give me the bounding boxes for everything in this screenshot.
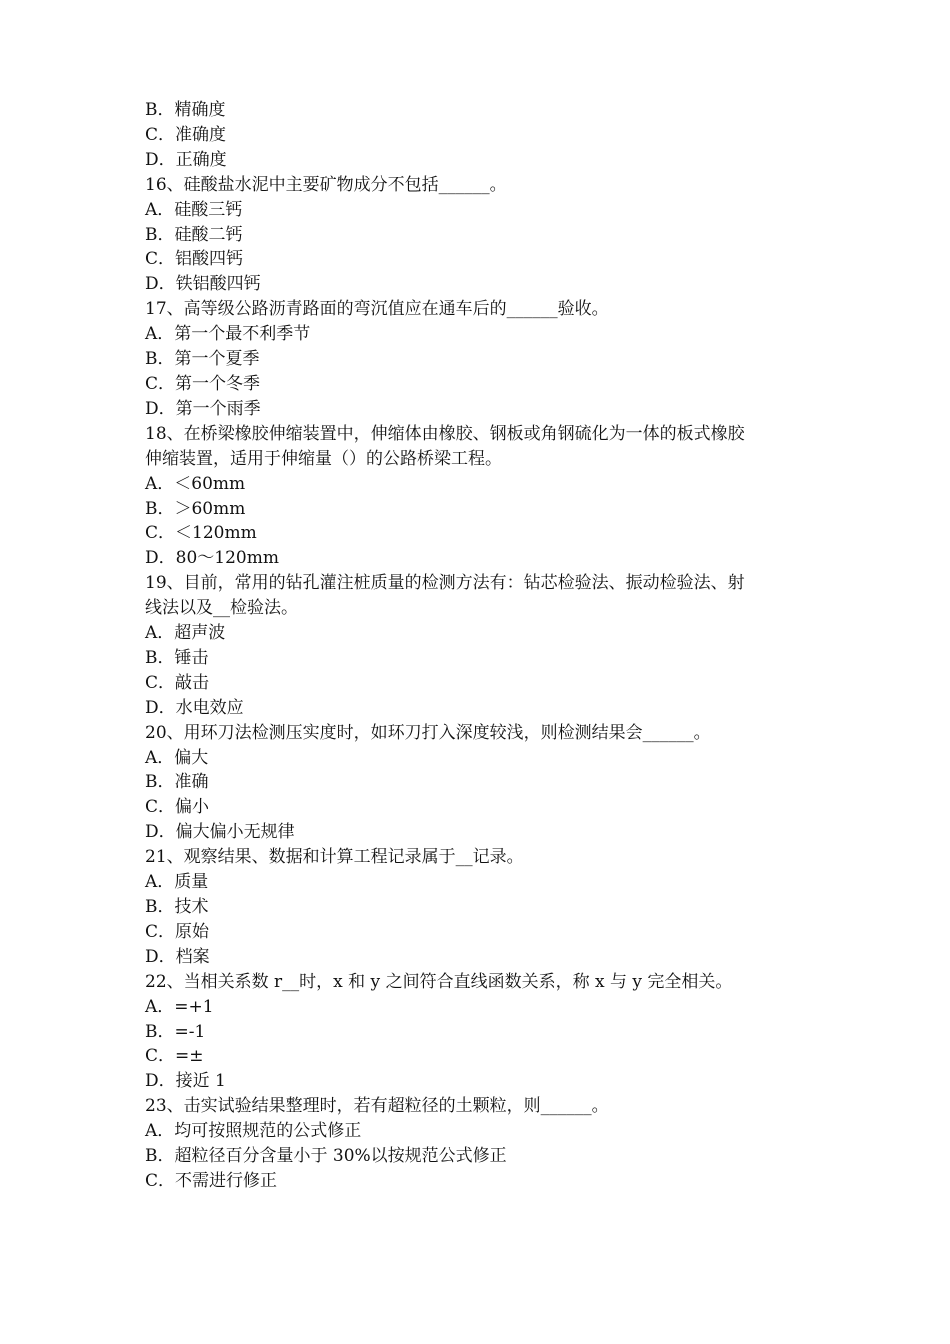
option-line: C．原始 (145, 921, 210, 942)
option-line: A．均可按照规范的公式修正 (145, 1121, 362, 1142)
option-line: B．第一个夏季 (145, 349, 260, 370)
option-line: B．=-1 (145, 1021, 206, 1042)
option-line: A．硅酸三钙 (145, 199, 243, 220)
option-line: B．技术 (145, 897, 209, 917)
option-line: C．第一个冬季 (145, 373, 261, 394)
option-line: A．=+1 (145, 996, 214, 1017)
option-line: C．铝酸四钙 (145, 249, 244, 270)
option-line: D．铁铝酸四钙 (145, 274, 261, 295)
option-line: C．=± (145, 1046, 204, 1067)
option-line: B．＞60mm (145, 498, 246, 519)
question-17: 17、高等级公路沥青路面的弯沉值应在通车后的______验收。 (145, 299, 609, 320)
option-line: D．正确度 (145, 149, 227, 170)
option-line: D．档案 (145, 946, 210, 967)
question-18-continued: 伸缩装置，适用于伸缩量（）的公路桥梁工程。 (145, 448, 502, 469)
option-line: D．80～120mm (145, 548, 279, 569)
question-20: 20、用环刀法检测压实度时，如环刀打入深度较浅，则检测结果会______。 (145, 722, 711, 743)
option-line: B．锤击 (145, 647, 209, 668)
question-19: 19、目前，常用的钻孔灌注桩质量的检测方法有：钻芯检验法、振动检验法、射 (145, 573, 745, 594)
option-line: A．＜60mm (145, 473, 246, 494)
option-line: A．质量 (145, 872, 209, 893)
option-line: C．准确度 (145, 124, 227, 145)
question-23: 23、击实试验结果整理时，若有超粒径的土颗粒，则______。 (145, 1096, 609, 1117)
option-line: B．准确 (145, 772, 209, 793)
option-line: B．硅酸二钙 (145, 224, 243, 245)
option-line: C．＜120mm (145, 523, 257, 544)
option-line: B．精确度 (145, 100, 226, 120)
option-line: D．水电效应 (145, 697, 244, 718)
document-body (145, 98, 825, 1194)
option-line: C．敲击 (145, 672, 210, 693)
question-18: 18、在桥梁橡胶伸缩装置中，伸缩体由橡胶、钢板或角钢硫化为一体的板式橡胶 (145, 423, 745, 444)
option-line: D．偏大偏小无规律 (145, 822, 295, 843)
option-line: A．第一个最不利季节 (145, 324, 311, 345)
option-line: D．接近 1 (145, 1071, 226, 1092)
option-line: A．超声波 (145, 623, 226, 644)
question-16: 16、硅酸盐水泥中主要矿物成分不包括______。 (145, 174, 507, 195)
option-line: A．偏大 (145, 747, 209, 768)
question-19-continued: 线法以及__检验法。 (145, 598, 298, 619)
question-22: 22、当相关系数 r__时，x 和 y 之间符合直线函数关系，称 x 与 y 完全相关。 (145, 971, 733, 992)
option-line: B．超粒径百分含量小于 30%以按规范公式修正 (145, 1146, 507, 1167)
question-21: 21、观察结果、数据和计算工程记录属于__记录。 (145, 847, 524, 868)
option-line: D．第一个雨季 (145, 398, 261, 419)
option-line: C．偏小 (145, 797, 210, 818)
option-line: C．不需进行修正 (145, 1170, 278, 1191)
